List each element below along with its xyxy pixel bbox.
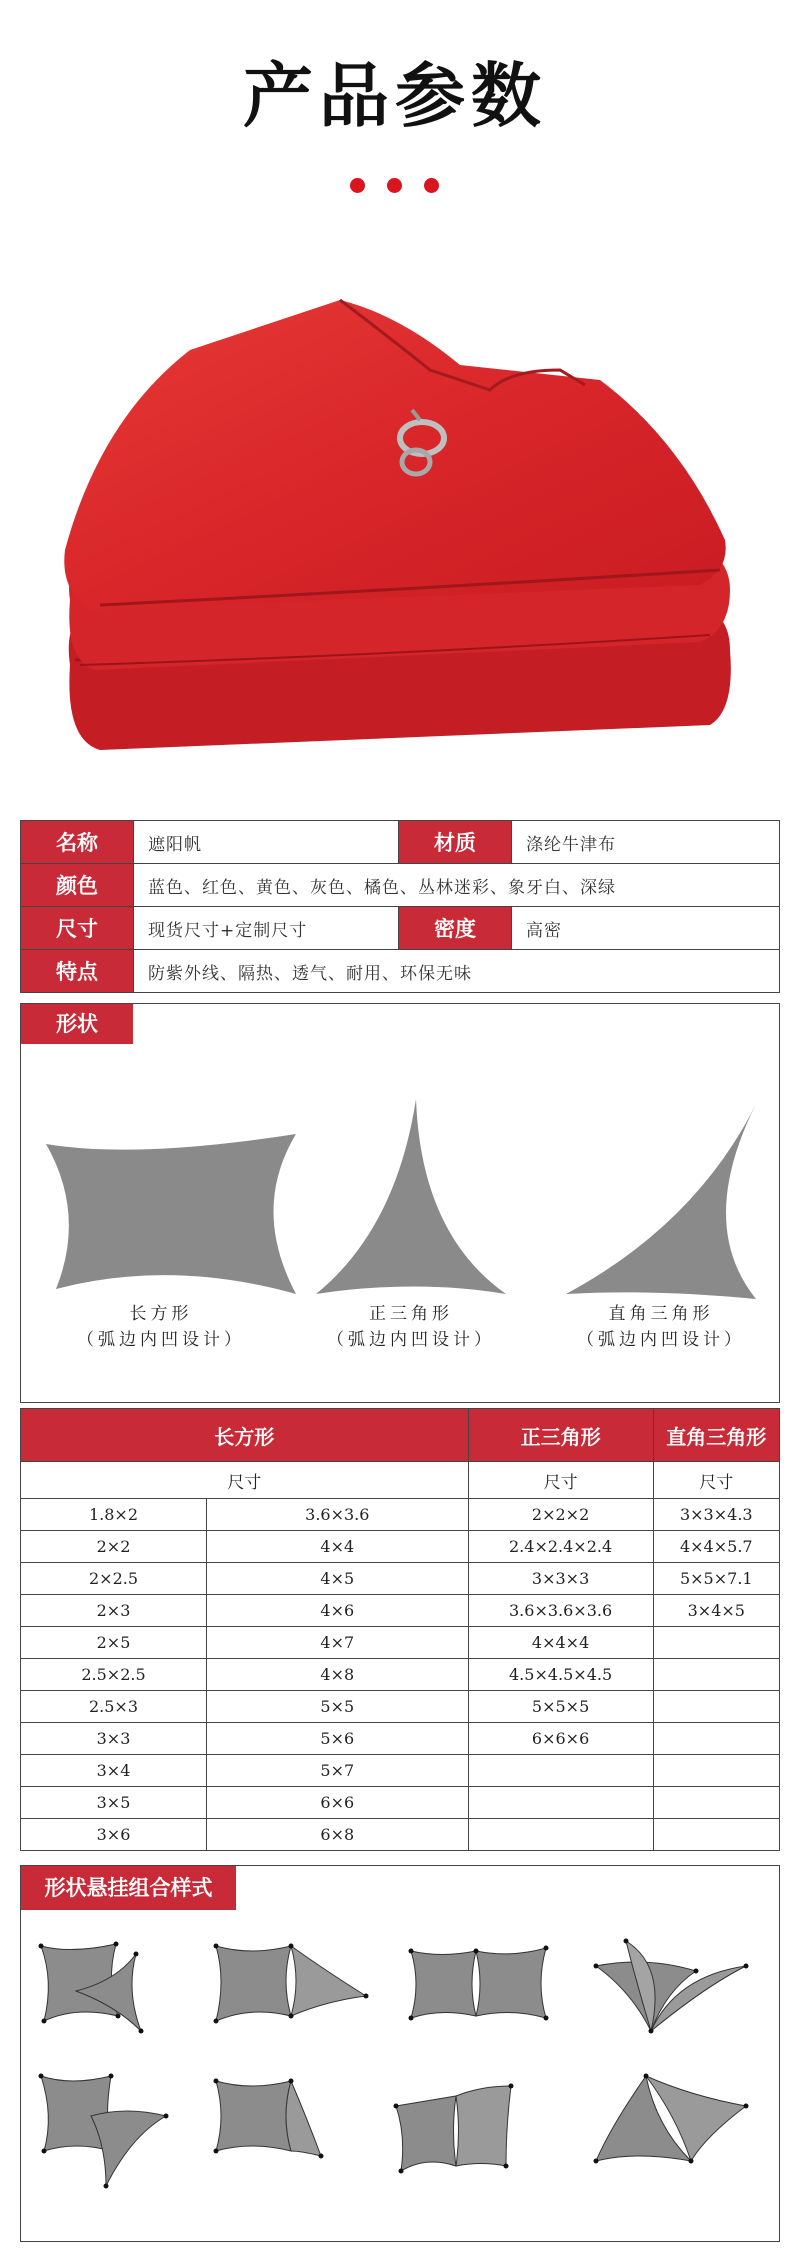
dot [387, 178, 402, 193]
size-cell: 2.4×2.4×2.4 [468, 1531, 653, 1563]
table-row [21, 1819, 780, 1851]
table-row [21, 1595, 780, 1627]
size-cell: 3×6 [21, 1819, 207, 1851]
size-cell: 2×2×2 [468, 1499, 653, 1531]
table-row [21, 1531, 780, 1563]
size-cell: 3.6×3.6 [207, 1499, 469, 1531]
right-triangle-header: 直角三角形 [653, 1409, 779, 1462]
size-cell: 4.5×4.5×4.5 [468, 1659, 653, 1691]
combo-tri [286, 2081, 321, 2156]
size-cell: 2×5 [21, 1627, 207, 1659]
right-triangle-caption [551, 1301, 771, 1353]
page-title: 产品参数 [243, 55, 547, 137]
material-value: 涤纶牛津布 [512, 821, 780, 864]
size-cell: 5×5×5 [468, 1691, 653, 1723]
size-cell: 2.5×2.5 [21, 1659, 207, 1691]
shape-label: 形状 [21, 1004, 133, 1044]
size-cell: 5×6 [207, 1723, 469, 1755]
title-dots [350, 178, 440, 198]
equilateral-name: 正三角形 [369, 1304, 453, 1324]
rectangle-header: 长方形 [21, 1409, 469, 1462]
size-cell: 4×7 [207, 1627, 469, 1659]
size-cell: 5×5 [207, 1691, 469, 1723]
size-cell [653, 1787, 779, 1819]
equilateral-triangle-shape [316, 1099, 506, 1294]
size-cell: 3×5 [21, 1787, 207, 1819]
size-subheader: 尺寸 [468, 1462, 653, 1499]
combo-rect [216, 2081, 291, 2151]
combo-label: 形状悬挂组合样式 [21, 1866, 236, 1910]
size-cell: 3×4×5 [653, 1595, 779, 1627]
table-row [21, 1499, 780, 1531]
density-label: 密度 [399, 907, 512, 950]
product-photo [40, 270, 750, 760]
dot [424, 178, 439, 193]
shape-section [20, 1003, 780, 1403]
size-cell: 3.6×3.6×3.6 [468, 1595, 653, 1627]
size-cell [468, 1755, 653, 1787]
dot [350, 178, 365, 193]
size-value: 现货尺寸+定制尺寸 [134, 907, 399, 950]
size-label: 尺寸 [21, 907, 134, 950]
size-cell: 2.5×3 [21, 1691, 207, 1723]
shape-illustrations [41, 1094, 761, 1314]
equilateral-note: （弧边内凹设计） [327, 1330, 495, 1350]
combo-tri [91, 2111, 166, 2186]
size-cell: 4×4×5.7 [653, 1531, 779, 1563]
combo-rect [476, 1948, 546, 2018]
size-cell: 3×3×4.3 [653, 1499, 779, 1531]
size-cell: 2×2 [21, 1531, 207, 1563]
size-cell: 3×3 [21, 1723, 207, 1755]
feature-label: 特点 [21, 950, 134, 993]
color-value: 蓝色、红色、黄色、灰色、橘色、丛林迷彩、象牙白、深绿 [134, 864, 780, 907]
combo-rect [216, 1946, 291, 2021]
rectangle-shape [46, 1134, 296, 1294]
size-table [20, 1408, 780, 1851]
size-cell: 2×3 [21, 1595, 207, 1627]
size-cell: 4×8 [207, 1659, 469, 1691]
combo-rect [411, 1951, 476, 2018]
right-triangle-name: 直角三角形 [608, 1304, 714, 1324]
size-subheader: 尺寸 [653, 1462, 779, 1499]
table-row [21, 1659, 780, 1691]
size-cell: 4×4 [207, 1531, 469, 1563]
combo-illustrations [36, 1936, 766, 2226]
density-value: 高密 [512, 907, 780, 950]
size-cell [653, 1691, 779, 1723]
table-row [21, 1563, 780, 1595]
name-label: 名称 [21, 821, 134, 864]
right-triangle-note: （弧边内凹设计） [577, 1330, 745, 1350]
color-label: 颜色 [21, 864, 134, 907]
size-cell [653, 1723, 779, 1755]
size-cell: 5×7 [207, 1755, 469, 1787]
size-cell: 2×2.5 [21, 1563, 207, 1595]
size-subheader: 尺寸 [21, 1462, 469, 1499]
table-row [21, 1755, 780, 1787]
right-triangle-shape [566, 1104, 756, 1299]
table-row [21, 1787, 780, 1819]
equilateral-caption [301, 1301, 521, 1353]
equilateral-header: 正三角形 [468, 1409, 653, 1462]
size-cell: 6×6×6 [468, 1723, 653, 1755]
size-cell: 4×5 [207, 1563, 469, 1595]
size-cell: 1.8×2 [21, 1499, 207, 1531]
size-cell [653, 1819, 779, 1851]
table-row [21, 1627, 780, 1659]
size-cell: 3×3×3 [468, 1563, 653, 1595]
size-cell [653, 1627, 779, 1659]
size-cell [653, 1659, 779, 1691]
size-cell [653, 1755, 779, 1787]
size-cell: 6×6 [207, 1787, 469, 1819]
material-label: 材质 [399, 821, 512, 864]
table-row [21, 1723, 780, 1755]
size-cell: 4×6 [207, 1595, 469, 1627]
combo-rect [396, 2096, 456, 2171]
rectangle-note: （弧边内凹设计） [77, 1330, 245, 1350]
combo-section [20, 1865, 780, 2242]
size-cell [468, 1787, 653, 1819]
combo-tri [291, 1946, 366, 2016]
combo-rect [456, 2086, 511, 2166]
name-value: 遮阳帆 [134, 821, 399, 864]
size-cell: 6×8 [207, 1819, 469, 1851]
rectangle-caption [61, 1301, 261, 1353]
size-cell: 3×4 [21, 1755, 207, 1787]
rectangle-name: 长方形 [129, 1304, 193, 1324]
size-cell: 5×5×7.1 [653, 1563, 779, 1595]
feature-value: 防紫外线、隔热、透气、耐用、环保无味 [134, 950, 780, 993]
size-cell: 4×4×4 [468, 1627, 653, 1659]
table-row [21, 1691, 780, 1723]
spec-table [20, 820, 780, 993]
size-cell [468, 1819, 653, 1851]
